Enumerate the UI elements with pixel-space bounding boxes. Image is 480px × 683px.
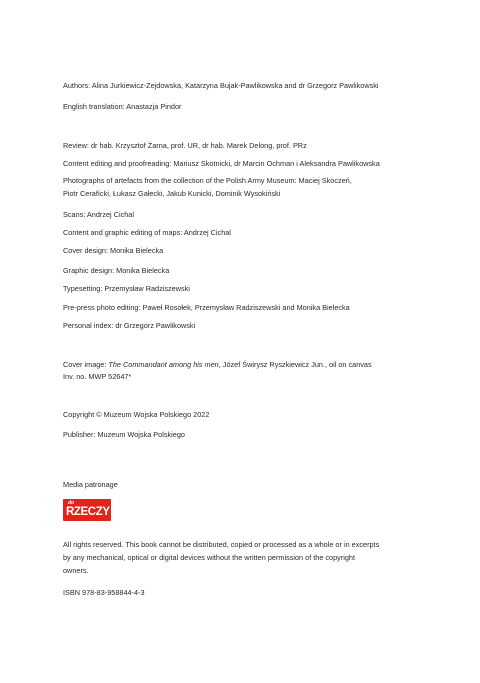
cover-image-title: The Commandant among his men	[108, 360, 219, 369]
cover-image-line	[63, 359, 372, 371]
typesetting-line: Typesetting: Przemysław Radziszewski	[63, 284, 190, 293]
cover-design-line: Cover design: Monika Bielecka	[63, 246, 164, 255]
publisher-line: Publisher: Muzeum Wojska Polskiego	[63, 430, 185, 439]
cover-image-suffix: , Józef Świrysz Ryszkiewicz Jun., oil on canvas	[218, 360, 372, 369]
cover-image-prefix: Cover image:	[63, 360, 109, 369]
logo-name: RZECZY	[66, 506, 110, 518]
photographs-line-2: Piotr Cerafícki, Łukasz Gałecki, Jakub Kunicki, Dominik Wysokiński	[63, 189, 281, 198]
maps-line: Content and graphic editing of maps: Andrzej Cichal	[63, 228, 231, 237]
rights-line-1: All rights reserved. This book cannot be distributed, copied or processed as a whole or in excerpts	[63, 540, 380, 549]
content-editing-line: Content editing and proofreading: Mariusz Skotnicki, dr Marcin Ochman i Aleksandra Pawlikowska	[63, 159, 380, 168]
personal-index-line: Personal index: dr Grzegorz Pawlikowski	[63, 321, 196, 330]
authors-line: Authors: Alina Jurkiewicz-Zejdowska, Katarzyna Bujak-Pawlikowska and dr Grzegorz Pawlikowski	[63, 81, 379, 90]
copyright-line: Copyright © Muzeum Wojska Polskiego 2022	[63, 410, 210, 419]
translation-line: English translation: Anastazja Pindor	[63, 102, 182, 111]
scans-line: Scans: Andrzej Cichal	[63, 210, 134, 219]
prepress-line: Pre-press photo editing: Paweł Rosołek, Przemysław Radziszewski and Monika Bielecka	[63, 303, 350, 312]
inventory-line: Inv. no. MWP 52647*	[63, 372, 132, 381]
review-line: Review: dr hab. Krzysztof Żarna, prof. UR, dr hab. Marek Delong, prof. PRz	[63, 141, 307, 150]
logo-small-text: do	[68, 500, 75, 506]
graphic-design-line: Graphic design: Monika Bielecka	[63, 266, 170, 275]
rights-line-2: by any mechanical, optical or digital devices without the written permission of the copyright	[63, 553, 356, 562]
rights-line-3: owners.	[63, 566, 89, 575]
photographs-line-1: Photographs of artefacts from the collection of the Polish Army Museum: Maciej Skoczeń,	[63, 176, 352, 185]
do-rzeczy-logo	[63, 499, 111, 521]
media-patronage-label: Media patronage	[63, 480, 118, 489]
isbn-line: ISBN 978-83-958844-4-3	[63, 588, 145, 597]
